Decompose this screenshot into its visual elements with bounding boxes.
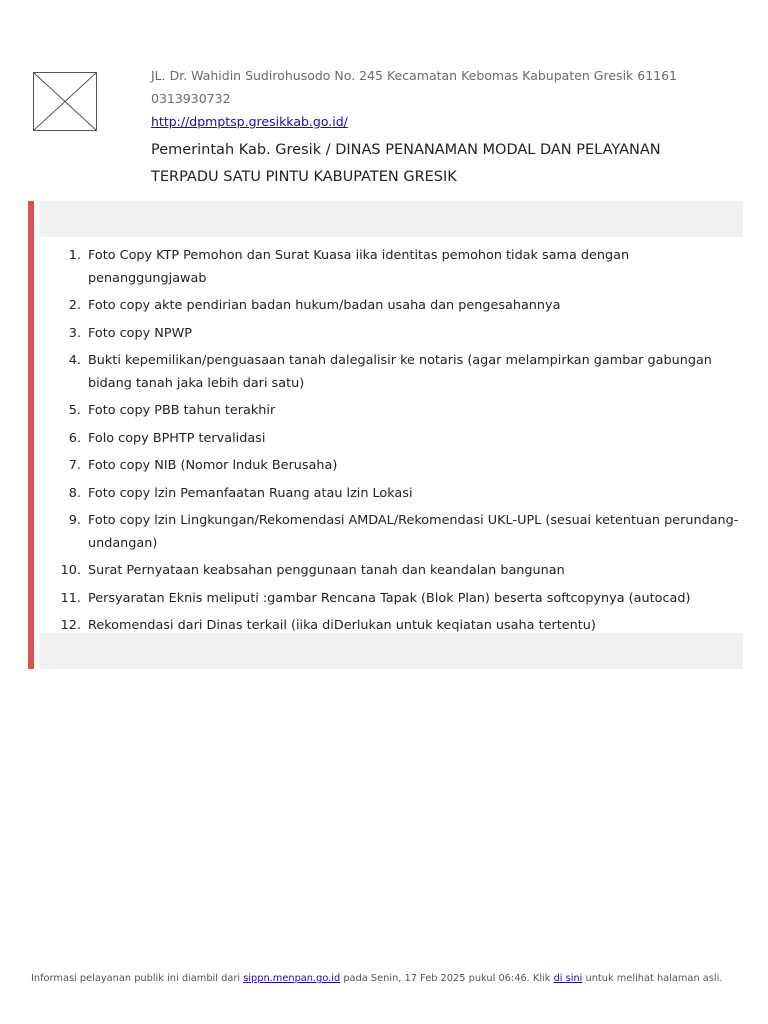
list-item [40,400,743,423]
page-footer [31,973,722,984]
list-item-number: 11. [60,590,81,606]
list-item-text: Persyaratan Eknis meliputi :gambar Rencana Tapak (Blok Plan) beserta softcopynya (autocad) [88,590,691,606]
agency-name-line-2: TERPADU SATU PINTU KABUPATEN GRESIK [151,169,457,185]
list-item-number: 4. [68,353,81,368]
list-item-text: Surat Pernyataan keabsahan penggunaan tanah dan keandalan bangunan [88,563,565,578]
list-item [40,455,743,478]
footer-prefix: Informasi pelayanan publik ini diambil dari [31,973,241,984]
agency-address: JL. Dr. Wahidin Sudirohusodo No. 245 Kecamatan Kebomas Kabupaten Gresik 61161 [151,68,678,83]
original-page-link[interactable]: di sini [553,973,583,984]
requirements-list [40,245,743,643]
list-item-number: 5. [68,403,81,418]
list-item-number: 3. [68,325,81,341]
list-item-number: 10. [60,563,81,578]
list-item [40,428,743,451]
list-item-number: 8. [68,485,81,501]
list-item-text: Folo copy BPHTP tervalidasi [88,430,266,446]
panel-header-band [40,201,743,237]
list-item-text: Bukti kepemilikan/penguasaan tanah dalegalisir ke notaris (agar melampirkan gambar gabungan bidang tanah jaka lebih dari satu) [88,353,712,391]
list-item-number: 6. [68,430,81,446]
list-item-text: Foto copy NPWP [88,325,192,341]
list-item-number: 1. [68,248,81,263]
list-item-text: Foto copy NIB (Nomor lnduk Berusaha) [88,458,338,473]
list-item-text: Foto Copy KTP Pemohon dan Surat Kuasa iika identitas pemohon tidak sama dengan penanggungjawab [88,248,630,286]
list-item-text: Foto copy PBB tahun terakhir [88,403,276,418]
list-item [40,588,743,611]
panel-footer-band [40,633,743,669]
footer-middle: pada Senin, 17 Feb 2025 pukul 06:46. Klik [343,973,551,984]
source-link[interactable]: sippn.menpan.go.id [243,973,341,984]
agency-phone: 0313930732 [151,91,231,106]
list-item-text: Foto copy lzin Lingkungan/Rekomendasi AMDAL/Rekomendasi UKL-UPL (sesuai ketentuan perundang-undangan) [88,513,739,551]
list-item-number: 7. [68,458,81,473]
agency-name-line-1: Pemerintah Kab. Gresik / DINAS PENANAMAN MODAL DAN PELAYANAN [151,142,661,158]
list-item [40,295,743,318]
list-item [40,510,743,555]
list-item [40,323,743,346]
list-item-number: 2. [68,298,81,313]
agency-name [151,137,751,191]
requirements-panel [28,201,743,669]
list-item [40,483,743,506]
broken-image-placeholder-icon [33,72,97,131]
footer-suffix: untuk melihat halaman asli. [585,973,723,984]
agency-header [151,64,751,191]
list-item-number: 9. [68,513,81,528]
list-item [40,245,743,290]
list-item-text: Foto copy lzin Pemanfaatan Ruang atau lzin Lokasi [88,485,413,501]
list-item-number: 12. [60,618,81,633]
list-item-text: Rekomendasi dari Dinas terkail (iika diDerlukan untuk keqiatan usaha tertentu) [88,618,596,633]
list-item [40,350,743,395]
agency-website-link[interactable]: http://dpmptsp.gresikkab.go.id/ [151,114,348,129]
list-item-text: Foto copy akte pendirian badan hukum/badan usaha dan pengesahannya [88,298,561,313]
list-item [40,560,743,583]
